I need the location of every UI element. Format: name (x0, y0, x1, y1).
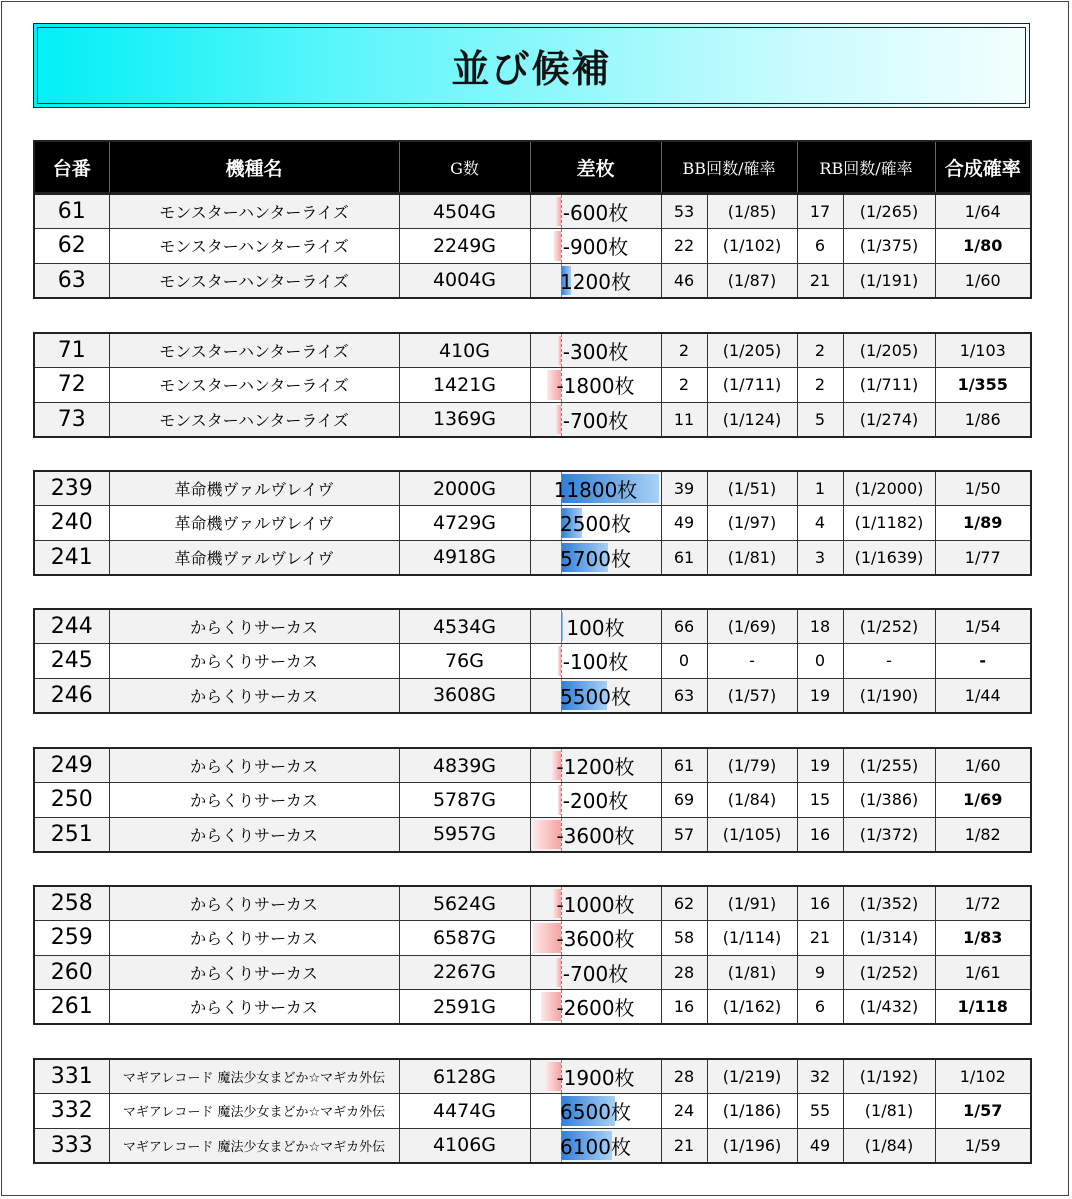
games-cell: 4918G (399, 540, 530, 575)
rb-rate-cell: (1/252) (843, 955, 935, 990)
difference-cell (530, 783, 661, 818)
table-row (34, 1128, 1031, 1163)
bb-count-cell: 22 (661, 229, 707, 264)
machine-number-cell: 240 (34, 506, 109, 541)
difference-value: -1900枚 (556, 1066, 635, 1091)
combined-rate-cell: 1/83 (935, 921, 1031, 956)
rb-count-cell: 6 (797, 990, 843, 1025)
machine-number-cell: 71 (34, 333, 109, 368)
difference-cell (530, 678, 661, 713)
games-cell: 3608G (399, 678, 530, 713)
games-cell: 410G (399, 333, 530, 368)
header-rb: RB回数/確率 (797, 141, 935, 193)
bb-count-cell: 2 (661, 368, 707, 403)
machine-number-cell: 73 (34, 402, 109, 437)
rb-rate-cell: (1/1182) (843, 506, 935, 541)
difference-cell (530, 402, 661, 437)
bb-count-cell: 53 (661, 194, 707, 229)
machine-number-cell: 259 (34, 921, 109, 956)
combined-rate-cell: 1/64 (935, 194, 1031, 229)
machine-name-cell: マギアレコード 魔法少女まどか☆マギカ外伝 (109, 1128, 399, 1163)
games-cell: 4106G (399, 1128, 530, 1163)
machine-name-cell: モンスターハンターライズ (109, 368, 399, 403)
rb-rate-cell: (1/432) (843, 990, 935, 1025)
bb-count-cell: 21 (661, 1128, 707, 1163)
rb-rate-cell: (1/372) (843, 817, 935, 852)
header-bb: BB回数/確率 (661, 141, 797, 193)
games-cell: 5957G (399, 817, 530, 852)
table-row (34, 1094, 1031, 1129)
machine-name-cell: からくりサーカス (109, 817, 399, 852)
zero-axis-line (561, 644, 562, 678)
games-cell: 4504G (399, 194, 530, 229)
rb-rate-cell: (1/375) (843, 229, 935, 264)
header-difference: 差枚 (530, 141, 661, 193)
machine-group-table (33, 608, 1032, 714)
bb-count-cell: 0 (661, 644, 707, 679)
bb-rate-cell: - (707, 644, 797, 679)
combined-rate-cell: 1/59 (935, 1128, 1031, 1163)
difference-value: -100枚 (562, 650, 629, 675)
rb-count-cell: 16 (797, 886, 843, 921)
title-banner (33, 23, 1030, 108)
difference-cell (530, 194, 661, 229)
difference-value: 100枚 (566, 616, 625, 641)
difference-value: -700枚 (562, 408, 629, 433)
machine-name-cell: マギアレコード 魔法少女まどか☆マギカ外伝 (109, 1094, 399, 1129)
rb-rate-cell: (1/314) (843, 921, 935, 956)
machine-number-cell: 246 (34, 678, 109, 713)
difference-cell (530, 368, 661, 403)
rb-rate-cell: (1/386) (843, 783, 935, 818)
combined-rate-cell: 1/72 (935, 886, 1031, 921)
difference-cell (530, 644, 661, 679)
rb-count-cell: 2 (797, 368, 843, 403)
rb-count-cell: 6 (797, 229, 843, 264)
difference-value: 11800枚 (553, 478, 638, 503)
combined-rate-cell: 1/44 (935, 678, 1031, 713)
games-cell: 6128G (399, 1059, 530, 1094)
combined-rate-cell: 1/60 (935, 263, 1031, 298)
table-row (34, 471, 1031, 506)
table-row (34, 263, 1031, 298)
machine-group-table (33, 332, 1032, 438)
machine-number-cell: 333 (34, 1128, 109, 1163)
machine-number-cell: 244 (34, 609, 109, 644)
header-machine-number: 台番 (34, 141, 109, 193)
machine-number-cell: 61 (34, 194, 109, 229)
games-cell: 2249G (399, 229, 530, 264)
table-row (34, 402, 1031, 437)
machine-name-cell: 革命機ヴァルヴレイヴ (109, 471, 399, 506)
machine-name-cell: からくりサーカス (109, 886, 399, 921)
rb-rate-cell: (1/191) (843, 263, 935, 298)
machine-name-cell: モンスターハンターライズ (109, 229, 399, 264)
rb-count-cell: 5 (797, 402, 843, 437)
difference-value: 1200枚 (560, 269, 631, 294)
bb-count-cell: 61 (661, 748, 707, 783)
bb-count-cell: 46 (661, 263, 707, 298)
machine-name-cell: からくりサーカス (109, 644, 399, 679)
zero-axis-line (561, 783, 562, 817)
zero-axis-line (561, 229, 562, 263)
machine-name-cell: 革命機ヴァルヴレイヴ (109, 540, 399, 575)
bb-rate-cell: (1/51) (707, 471, 797, 506)
machine-number-cell: 260 (34, 955, 109, 990)
games-cell: 6587G (399, 921, 530, 956)
difference-cell (530, 609, 661, 644)
bb-rate-cell: (1/196) (707, 1128, 797, 1163)
machine-name-cell: モンスターハンターライズ (109, 333, 399, 368)
table-row (34, 678, 1031, 713)
table-row (34, 644, 1031, 679)
combined-rate-cell: 1/61 (935, 955, 1031, 990)
difference-cell (530, 990, 661, 1025)
machine-name-cell: からくりサーカス (109, 609, 399, 644)
difference-value: 5700枚 (560, 546, 631, 571)
bb-rate-cell: (1/91) (707, 886, 797, 921)
machine-name-cell: からくりサーカス (109, 955, 399, 990)
combined-rate-cell: 1/355 (935, 368, 1031, 403)
rb-rate-cell: (1/81) (843, 1094, 935, 1129)
rb-rate-cell: (1/255) (843, 748, 935, 783)
difference-value: -1800枚 (556, 374, 635, 399)
rb-rate-cell: (1/2000) (843, 471, 935, 506)
bb-rate-cell: (1/105) (707, 817, 797, 852)
rb-rate-cell: (1/1639) (843, 540, 935, 575)
bb-rate-cell: (1/124) (707, 402, 797, 437)
table-row (34, 955, 1031, 990)
rb-count-cell: 1 (797, 471, 843, 506)
machine-group-table (33, 747, 1032, 853)
machine-number-cell: 62 (34, 229, 109, 264)
machine-name-cell: からくりサーカス (109, 921, 399, 956)
combined-rate-cell: 1/77 (935, 540, 1031, 575)
bb-rate-cell: (1/102) (707, 229, 797, 264)
table-row (34, 817, 1031, 852)
table-row (34, 921, 1031, 956)
combined-rate-cell: 1/54 (935, 609, 1031, 644)
games-cell: 2591G (399, 990, 530, 1025)
rb-count-cell: 49 (797, 1128, 843, 1163)
machine-number-cell: 331 (34, 1059, 109, 1094)
zero-axis-line (561, 334, 562, 367)
difference-value: -3600枚 (556, 927, 635, 952)
difference-cell (530, 955, 661, 990)
machine-name-cell: からくりサーカス (109, 678, 399, 713)
table-row (34, 540, 1031, 575)
combined-rate-cell: - (935, 644, 1031, 679)
table-row (34, 229, 1031, 264)
difference-cell (530, 229, 661, 264)
difference-value: -3600枚 (556, 823, 635, 848)
bb-rate-cell: (1/711) (707, 368, 797, 403)
difference-value: -600枚 (562, 201, 629, 226)
difference-cell (530, 817, 661, 852)
rb-count-cell: 18 (797, 609, 843, 644)
difference-value: -1200枚 (556, 755, 635, 780)
games-cell: 1421G (399, 368, 530, 403)
zero-axis-line (561, 610, 562, 643)
bb-count-cell: 24 (661, 1094, 707, 1129)
rb-count-cell: 9 (797, 955, 843, 990)
rb-count-cell: 21 (797, 921, 843, 956)
rb-rate-cell: (1/84) (843, 1128, 935, 1163)
rb-count-cell: 17 (797, 194, 843, 229)
bb-count-cell: 62 (661, 886, 707, 921)
header-games: G数 (399, 141, 530, 193)
machine-number-cell: 258 (34, 886, 109, 921)
difference-cell (530, 540, 661, 575)
machine-group-table (33, 193, 1032, 299)
difference-cell (530, 886, 661, 921)
negative-difference-bar (554, 231, 561, 261)
combined-rate-cell: 1/86 (935, 402, 1031, 437)
machine-number-cell: 63 (34, 263, 109, 298)
combined-rate-cell: 1/102 (935, 1059, 1031, 1094)
bb-rate-cell: (1/97) (707, 506, 797, 541)
bb-count-cell: 66 (661, 609, 707, 644)
rb-count-cell: 15 (797, 783, 843, 818)
difference-value: -200枚 (562, 789, 629, 814)
difference-value: -700枚 (562, 961, 629, 986)
difference-cell (530, 748, 661, 783)
difference-cell (530, 263, 661, 298)
combined-rate-cell: 1/60 (935, 748, 1031, 783)
difference-cell (530, 471, 661, 506)
bb-rate-cell: (1/69) (707, 609, 797, 644)
bb-count-cell: 28 (661, 1059, 707, 1094)
combined-rate-cell: 1/50 (935, 471, 1031, 506)
difference-value: 6100枚 (560, 1134, 631, 1159)
bb-count-cell: 58 (661, 921, 707, 956)
bb-count-cell: 61 (661, 540, 707, 575)
machine-number-cell: 245 (34, 644, 109, 679)
machine-group-table (33, 885, 1032, 1025)
bb-count-cell: 39 (661, 471, 707, 506)
difference-value: -900枚 (562, 235, 629, 260)
bb-count-cell: 63 (661, 678, 707, 713)
difference-value: 5500枚 (560, 684, 631, 709)
bb-count-cell: 16 (661, 990, 707, 1025)
difference-value: 6500枚 (560, 1100, 631, 1125)
games-cell: 76G (399, 644, 530, 679)
bb-count-cell: 11 (661, 402, 707, 437)
machine-name-cell: モンスターハンターライズ (109, 194, 399, 229)
difference-value: 2500枚 (560, 512, 631, 537)
table-row (34, 886, 1031, 921)
bb-rate-cell: (1/205) (707, 333, 797, 368)
combined-rate-cell: 1/82 (935, 817, 1031, 852)
games-cell: 5624G (399, 886, 530, 921)
bb-rate-cell: (1/57) (707, 678, 797, 713)
rb-rate-cell: (1/711) (843, 368, 935, 403)
games-cell: 4729G (399, 506, 530, 541)
difference-cell (530, 1094, 661, 1129)
machine-name-cell: 革命機ヴァルヴレイヴ (109, 506, 399, 541)
combined-rate-cell: 1/69 (935, 783, 1031, 818)
rb-count-cell: 16 (797, 817, 843, 852)
rb-rate-cell: (1/192) (843, 1059, 935, 1094)
bb-rate-cell: (1/162) (707, 990, 797, 1025)
machine-name-cell: からくりサーカス (109, 748, 399, 783)
zero-axis-line (561, 403, 562, 436)
games-cell: 1369G (399, 402, 530, 437)
machine-name-cell: からくりサーカス (109, 990, 399, 1025)
zero-axis-line (561, 956, 562, 990)
machine-group-table (33, 1058, 1032, 1164)
table-row (34, 506, 1031, 541)
rb-rate-cell: (1/190) (843, 678, 935, 713)
header-table (33, 140, 1032, 194)
machine-name-cell: モンスターハンターライズ (109, 263, 399, 298)
combined-rate-cell: 1/103 (935, 333, 1031, 368)
difference-cell (530, 921, 661, 956)
machine-name-cell: からくりサーカス (109, 783, 399, 818)
difference-cell (530, 333, 661, 368)
rb-count-cell: 19 (797, 678, 843, 713)
rb-count-cell: 0 (797, 644, 843, 679)
header-combined-rate: 合成確率 (935, 141, 1031, 193)
bb-count-cell: 69 (661, 783, 707, 818)
bb-rate-cell: (1/81) (707, 540, 797, 575)
rb-rate-cell: (1/252) (843, 609, 935, 644)
table-row (34, 609, 1031, 644)
machine-number-cell: 72 (34, 368, 109, 403)
bb-rate-cell: (1/84) (707, 783, 797, 818)
machine-number-cell: 261 (34, 990, 109, 1025)
games-cell: 4474G (399, 1094, 530, 1129)
difference-value: -300枚 (562, 340, 629, 365)
page-title: 並び候補 (451, 47, 612, 91)
difference-cell (530, 1059, 661, 1094)
table-row (34, 748, 1031, 783)
rb-count-cell: 2 (797, 333, 843, 368)
table-row (34, 990, 1031, 1025)
games-cell: 4534G (399, 609, 530, 644)
bb-count-cell: 57 (661, 817, 707, 852)
table-row (34, 333, 1031, 368)
rb-rate-cell: (1/274) (843, 402, 935, 437)
machine-number-cell: 239 (34, 471, 109, 506)
combined-rate-cell: 1/89 (935, 506, 1031, 541)
machine-number-cell: 249 (34, 748, 109, 783)
rb-count-cell: 32 (797, 1059, 843, 1094)
header-machine-name: 機種名 (109, 141, 399, 193)
bb-rate-cell: (1/186) (707, 1094, 797, 1129)
rb-count-cell: 4 (797, 506, 843, 541)
machine-group-table (33, 470, 1032, 576)
rb-count-cell: 3 (797, 540, 843, 575)
bb-rate-cell: (1/85) (707, 194, 797, 229)
bb-count-cell: 28 (661, 955, 707, 990)
machine-name-cell: マギアレコード 魔法少女まどか☆マギカ外伝 (109, 1059, 399, 1094)
bb-rate-cell: (1/81) (707, 955, 797, 990)
machine-number-cell: 251 (34, 817, 109, 852)
games-cell: 2267G (399, 955, 530, 990)
bb-count-cell: 49 (661, 506, 707, 541)
combined-rate-cell: 1/57 (935, 1094, 1031, 1129)
table-row (34, 368, 1031, 403)
rb-count-cell: 19 (797, 748, 843, 783)
rb-count-cell: 21 (797, 263, 843, 298)
difference-cell (530, 1128, 661, 1163)
rb-rate-cell: - (843, 644, 935, 679)
difference-cell (530, 506, 661, 541)
bb-rate-cell: (1/87) (707, 263, 797, 298)
bb-rate-cell: (1/219) (707, 1059, 797, 1094)
combined-rate-cell: 1/80 (935, 229, 1031, 264)
bb-count-cell: 2 (661, 333, 707, 368)
table-row (34, 1059, 1031, 1094)
games-cell: 2000G (399, 471, 530, 506)
rb-rate-cell: (1/265) (843, 194, 935, 229)
difference-value: -1000枚 (556, 893, 635, 918)
zero-axis-line (561, 195, 562, 228)
games-cell: 5787G (399, 783, 530, 818)
machine-name-cell: モンスターハンターライズ (109, 402, 399, 437)
machine-number-cell: 250 (34, 783, 109, 818)
games-cell: 4839G (399, 748, 530, 783)
combined-rate-cell: 1/118 (935, 990, 1031, 1025)
games-cell: 4004G (399, 263, 530, 298)
rb-count-cell: 55 (797, 1094, 843, 1129)
table-row (34, 783, 1031, 818)
bb-rate-cell: (1/114) (707, 921, 797, 956)
rb-rate-cell: (1/205) (843, 333, 935, 368)
table-row (34, 194, 1031, 229)
machine-number-cell: 241 (34, 540, 109, 575)
machine-number-cell: 332 (34, 1094, 109, 1129)
bb-rate-cell: (1/79) (707, 748, 797, 783)
difference-value: -2600枚 (556, 996, 635, 1021)
rb-rate-cell: (1/352) (843, 886, 935, 921)
